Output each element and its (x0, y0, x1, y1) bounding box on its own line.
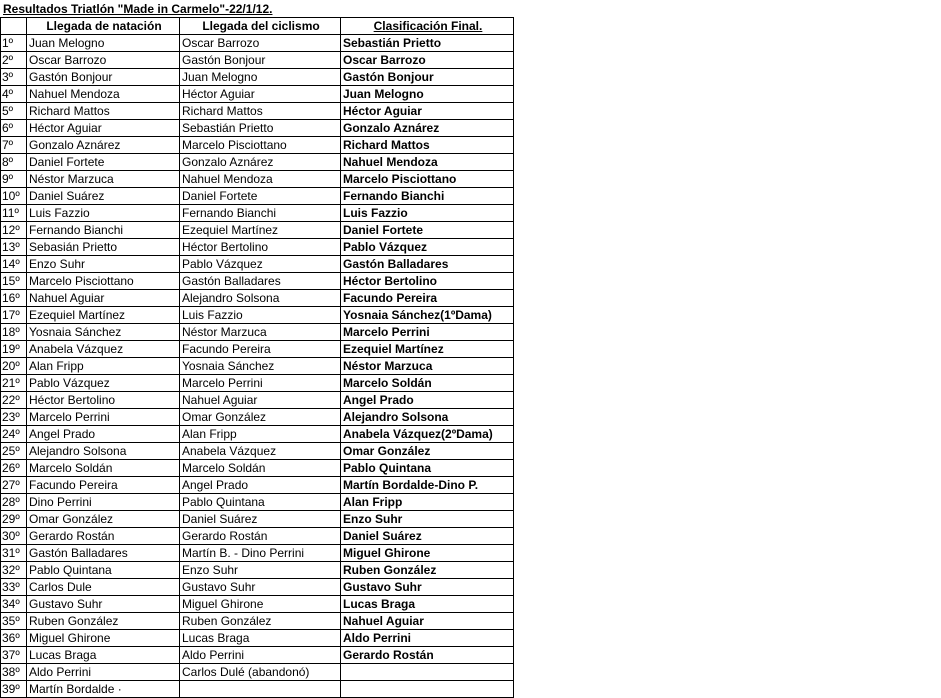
bike-arrival-cell[interactable]: Gustavo Suhr (180, 579, 341, 596)
table-row (1, 630, 514, 647)
swim-arrival-cell[interactable]: Luis Fazzio (27, 205, 180, 222)
position-cell[interactable]: 19º (1, 341, 27, 358)
swim-arrival-cell[interactable]: Alan Fripp (27, 358, 180, 375)
position-cell[interactable]: 2º (1, 52, 27, 69)
final-classification-cell[interactable]: Marcelo Soldán (341, 375, 514, 392)
header-final[interactable]: Clasificación Final. (341, 18, 514, 35)
position-cell[interactable]: 3º (1, 69, 27, 86)
bike-arrival-cell[interactable]: Gonzalo Aznárez (180, 154, 341, 171)
position-cell[interactable]: 31º (1, 545, 27, 562)
bike-arrival-cell[interactable]: Daniel Suárez (180, 511, 341, 528)
swim-arrival-cell[interactable]: Héctor Aguiar (27, 120, 180, 137)
title-row (1, 1, 514, 18)
swim-arrival-cell[interactable]: Gerardo Rostán (27, 528, 180, 545)
swim-arrival-cell[interactable]: Marcelo Soldán (27, 460, 180, 477)
position-cell[interactable]: 17º (1, 307, 27, 324)
swim-arrival-cell[interactable]: Oscar Barrozo (27, 52, 180, 69)
swim-arrival-cell[interactable]: Richard Mattos (27, 103, 180, 120)
bike-arrival-cell[interactable]: Facundo Pereira (180, 341, 341, 358)
bike-arrival-cell[interactable]: Gerardo Rostán (180, 528, 341, 545)
table-row (1, 426, 514, 443)
swim-arrival-cell[interactable]: Pablo Quintana (27, 562, 180, 579)
final-classification-cell[interactable]: Martín Bordalde-Dino P. (341, 477, 514, 494)
table-row (1, 647, 514, 664)
bike-arrival-cell[interactable]: Alan Fripp (180, 426, 341, 443)
bike-arrival-cell[interactable]: Gastón Bonjour (180, 52, 341, 69)
table-row (1, 188, 514, 205)
position-cell[interactable]: 34º (1, 596, 27, 613)
swim-arrival-cell[interactable]: Lucas Braga (27, 647, 180, 664)
table-row (1, 341, 514, 358)
swim-arrival-cell[interactable]: Gastón Bonjour (27, 69, 180, 86)
table-row (1, 171, 514, 188)
final-classification-cell[interactable]: Gastón Bonjour (341, 69, 514, 86)
final-classification-cell[interactable]: Aldo Perrini (341, 630, 514, 647)
position-cell[interactable]: 33º (1, 579, 27, 596)
bike-arrival-cell[interactable]: Gastón Balladares (180, 273, 341, 290)
swim-arrival-cell[interactable]: Martín Bordalde · (27, 681, 180, 698)
position-cell[interactable]: 6º (1, 120, 27, 137)
position-cell[interactable]: 14º (1, 256, 27, 273)
header-row (1, 18, 514, 35)
position-cell[interactable]: 39º (1, 681, 27, 698)
position-cell[interactable]: 21º (1, 375, 27, 392)
swim-arrival-cell[interactable]: Miguel Ghirone (27, 630, 180, 647)
table-row (1, 579, 514, 596)
table-row (1, 392, 514, 409)
table-row (1, 52, 514, 69)
final-classification-cell[interactable] (341, 681, 514, 698)
sheet-title[interactable]: Resultados Triatlón "Made in Carmelo"-22/1/12. (1, 1, 341, 18)
position-cell[interactable]: 25º (1, 443, 27, 460)
bike-arrival-cell[interactable]: Lucas Braga (180, 630, 341, 647)
position-cell[interactable]: 8º (1, 154, 27, 171)
swim-arrival-cell[interactable]: Yosnaia Sánchez (27, 324, 180, 341)
final-classification-cell[interactable]: Alejandro Solsona (341, 409, 514, 426)
table-row (1, 35, 514, 52)
position-cell[interactable]: 18º (1, 324, 27, 341)
table-row (1, 290, 514, 307)
bike-arrival-cell[interactable]: Yosnaia Sánchez (180, 358, 341, 375)
bike-arrival-cell[interactable]: Miguel Ghirone (180, 596, 341, 613)
bike-arrival-cell[interactable]: Héctor Bertolino (180, 239, 341, 256)
bike-arrival-cell[interactable]: Anabela Vázquez (180, 443, 341, 460)
bike-arrival-cell[interactable]: Marcelo Perrini (180, 375, 341, 392)
final-classification-cell[interactable]: Angel Prado (341, 392, 514, 409)
position-cell[interactable]: 1º (1, 35, 27, 52)
position-cell[interactable]: 38º (1, 664, 27, 681)
swim-arrival-cell[interactable]: Gonzalo Aznárez (27, 137, 180, 154)
table-row (1, 222, 514, 239)
bike-arrival-cell[interactable]: Luis Fazzio (180, 307, 341, 324)
final-classification-cell[interactable]: Nahuel Aguiar (341, 613, 514, 630)
table-row (1, 137, 514, 154)
final-classification-cell[interactable]: Daniel Fortete (341, 222, 514, 239)
table-row (1, 545, 514, 562)
final-classification-cell[interactable]: Sebastián Prietto (341, 35, 514, 52)
swim-arrival-cell[interactable]: Daniel Suárez (27, 188, 180, 205)
position-cell[interactable]: 27º (1, 477, 27, 494)
bike-arrival-cell[interactable]: Richard Mattos (180, 103, 341, 120)
position-cell[interactable]: 13º (1, 239, 27, 256)
table-row (1, 477, 514, 494)
swim-arrival-cell[interactable]: Sebasián Prietto (27, 239, 180, 256)
final-classification-cell[interactable]: Facundo Pereira (341, 290, 514, 307)
position-cell[interactable]: 5º (1, 103, 27, 120)
bike-arrival-cell[interactable]: Nahuel Mendoza (180, 171, 341, 188)
bike-arrival-cell[interactable]: Pablo Vázquez (180, 256, 341, 273)
final-classification-cell[interactable]: Ruben González (341, 562, 514, 579)
final-classification-cell[interactable]: Luis Fazzio (341, 205, 514, 222)
final-classification-cell[interactable]: Marcelo Pisciottano (341, 171, 514, 188)
table-row (1, 528, 514, 545)
position-cell[interactable]: 36º (1, 630, 27, 647)
bike-arrival-cell[interactable]: Sebastián Prietto (180, 120, 341, 137)
final-classification-cell[interactable]: Yosnaia Sánchez(1ºDama) (341, 307, 514, 324)
swim-arrival-cell[interactable]: Angel Prado (27, 426, 180, 443)
table-row (1, 613, 514, 630)
table-row (1, 69, 514, 86)
swim-arrival-cell[interactable]: Dino Perrini (27, 494, 180, 511)
swim-arrival-cell[interactable]: Juan Melogno (27, 35, 180, 52)
table-row (1, 273, 514, 290)
table-row (1, 664, 514, 681)
swim-arrival-cell[interactable]: Omar González (27, 511, 180, 528)
table-row (1, 120, 514, 137)
table-row (1, 154, 514, 171)
final-classification-cell[interactable]: Enzo Suhr (341, 511, 514, 528)
final-classification-cell[interactable]: Alan Fripp (341, 494, 514, 511)
table-row (1, 562, 514, 579)
position-cell[interactable]: 20º (1, 358, 27, 375)
bike-arrival-cell[interactable]: Néstor Marzuca (180, 324, 341, 341)
final-classification-cell[interactable]: Fernando Bianchi (341, 188, 514, 205)
bike-arrival-cell[interactable]: Alejandro Solsona (180, 290, 341, 307)
bike-arrival-cell[interactable]: Marcelo Pisciottano (180, 137, 341, 154)
header-pos-cell[interactable] (1, 18, 27, 35)
swim-arrival-cell[interactable]: Anabela Vázquez (27, 341, 180, 358)
swim-arrival-cell[interactable]: Ezequiel Martínez (27, 307, 180, 324)
title-blank-cell[interactable] (341, 1, 514, 18)
table-row (1, 86, 514, 103)
bike-arrival-cell[interactable]: Daniel Fortete (180, 188, 341, 205)
results-body (1, 1, 514, 698)
swim-arrival-cell[interactable]: Néstor Marzuca (27, 171, 180, 188)
bike-arrival-cell[interactable] (180, 681, 341, 698)
bike-arrival-cell[interactable]: Oscar Barrozo (180, 35, 341, 52)
position-cell[interactable]: 22º (1, 392, 27, 409)
final-classification-cell[interactable]: Gastón Balladares (341, 256, 514, 273)
swim-arrival-cell[interactable]: Marcelo Perrini (27, 409, 180, 426)
final-classification-cell[interactable]: Miguel Ghirone (341, 545, 514, 562)
position-cell[interactable]: 12º (1, 222, 27, 239)
swim-arrival-cell[interactable]: Carlos Dule (27, 579, 180, 596)
final-classification-cell[interactable]: Gerardo Rostán (341, 647, 514, 664)
position-cell[interactable]: 30º (1, 528, 27, 545)
swim-arrival-cell[interactable]: Héctor Bertolino (27, 392, 180, 409)
final-classification-cell[interactable]: Omar González (341, 443, 514, 460)
swim-arrival-cell[interactable]: Marcelo Pisciottano (27, 273, 180, 290)
table-row (1, 239, 514, 256)
table-row (1, 511, 514, 528)
bike-arrival-cell[interactable]: Héctor Aguiar (180, 86, 341, 103)
final-classification-cell[interactable]: Héctor Bertolino (341, 273, 514, 290)
final-classification-cell[interactable] (341, 664, 514, 681)
swim-arrival-cell[interactable]: Alejandro Solsona (27, 443, 180, 460)
bike-arrival-cell[interactable]: Nahuel Aguiar (180, 392, 341, 409)
table-row (1, 494, 514, 511)
final-classification-cell[interactable]: Héctor Aguiar (341, 103, 514, 120)
swim-arrival-cell[interactable]: Gastón Balladares (27, 545, 180, 562)
final-classification-cell[interactable]: Pablo Quintana (341, 460, 514, 477)
bike-arrival-cell[interactable]: Pablo Quintana (180, 494, 341, 511)
bike-arrival-cell[interactable]: Aldo Perrini (180, 647, 341, 664)
final-classification-cell[interactable]: Pablo Vázquez (341, 239, 514, 256)
final-classification-cell[interactable]: Marcelo Perrini (341, 324, 514, 341)
final-classification-cell[interactable]: Oscar Barrozo (341, 52, 514, 69)
swim-arrival-cell[interactable]: Ruben González (27, 613, 180, 630)
final-classification-cell[interactable]: Gustavo Suhr (341, 579, 514, 596)
table-row (1, 596, 514, 613)
position-cell[interactable]: 24º (1, 426, 27, 443)
position-cell[interactable]: 28º (1, 494, 27, 511)
position-cell[interactable]: 32º (1, 562, 27, 579)
final-classification-cell[interactable]: Lucas Braga (341, 596, 514, 613)
bike-arrival-cell[interactable]: Fernando Bianchi (180, 205, 341, 222)
swim-arrival-cell[interactable]: Pablo Vázquez (27, 375, 180, 392)
final-classification-cell[interactable]: Néstor Marzuca (341, 358, 514, 375)
bike-arrival-cell[interactable]: Enzo Suhr (180, 562, 341, 579)
table-row (1, 205, 514, 222)
table-row (1, 375, 514, 392)
final-classification-cell[interactable]: Richard Mattos (341, 137, 514, 154)
table-row (1, 307, 514, 324)
final-classification-cell[interactable]: Juan Melogno (341, 86, 514, 103)
bike-arrival-cell[interactable]: Ruben González (180, 613, 341, 630)
bike-arrival-cell[interactable]: Angel Prado (180, 477, 341, 494)
table-row (1, 358, 514, 375)
swim-arrival-cell[interactable]: Enzo Suhr (27, 256, 180, 273)
swim-arrival-cell[interactable]: Nahuel Aguiar (27, 290, 180, 307)
bike-arrival-cell[interactable]: Omar González (180, 409, 341, 426)
bike-arrival-cell[interactable]: Carlos Dulé (abandonó) (180, 664, 341, 681)
table-row (1, 681, 514, 698)
table-row (1, 103, 514, 120)
final-classification-cell[interactable]: Nahuel Mendoza (341, 154, 514, 171)
table-row (1, 324, 514, 341)
table-row (1, 409, 514, 426)
position-cell[interactable]: 11º (1, 205, 27, 222)
position-cell[interactable]: 7º (1, 137, 27, 154)
position-cell[interactable]: 29º (1, 511, 27, 528)
swim-arrival-cell[interactable]: Daniel Fortete (27, 154, 180, 171)
position-cell[interactable]: 37º (1, 647, 27, 664)
position-cell[interactable]: 35º (1, 613, 27, 630)
position-cell[interactable]: 16º (1, 290, 27, 307)
table-row (1, 256, 514, 273)
bike-arrival-cell[interactable]: Marcelo Soldán (180, 460, 341, 477)
table-row (1, 443, 514, 460)
final-classification-cell[interactable]: Anabela Vázquez(2ºDama) (341, 426, 514, 443)
bike-arrival-cell[interactable]: Juan Melogno (180, 69, 341, 86)
position-cell[interactable]: 26º (1, 460, 27, 477)
swim-arrival-cell[interactable]: Aldo Perrini (27, 664, 180, 681)
swim-arrival-cell[interactable]: Nahuel Mendoza (27, 86, 180, 103)
swim-arrival-cell[interactable]: Facundo Pereira (27, 477, 180, 494)
position-cell[interactable]: 10º (1, 188, 27, 205)
position-cell[interactable]: 4º (1, 86, 27, 103)
final-classification-cell[interactable]: Daniel Suárez (341, 528, 514, 545)
bike-arrival-cell[interactable]: Martín B. - Dino Perrini (180, 545, 341, 562)
final-classification-cell[interactable]: Ezequiel Martínez (341, 341, 514, 358)
position-cell[interactable]: 9º (1, 171, 27, 188)
swim-arrival-cell[interactable]: Fernando Bianchi (27, 222, 180, 239)
position-cell[interactable]: 23º (1, 409, 27, 426)
position-cell[interactable]: 15º (1, 273, 27, 290)
table-row (1, 460, 514, 477)
header-swim[interactable]: Llegada de natación (27, 18, 180, 35)
bike-arrival-cell[interactable]: Ezequiel Martínez (180, 222, 341, 239)
swim-arrival-cell[interactable]: Gustavo Suhr (27, 596, 180, 613)
header-bike[interactable]: Llegada del ciclismo (180, 18, 341, 35)
final-classification-cell[interactable]: Gonzalo Aznárez (341, 120, 514, 137)
